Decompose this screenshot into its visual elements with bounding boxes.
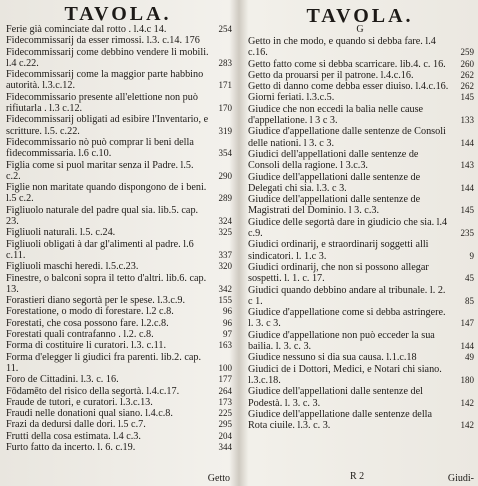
entry-text: Giudice delle segortà dare in giudicio che sia. l.4 c.9. bbox=[248, 216, 448, 240]
index-entry bbox=[6, 431, 232, 442]
entry-page-number: 144 bbox=[460, 137, 474, 148]
entry-page-number: 144 bbox=[460, 341, 474, 352]
entry-page-number: 225 bbox=[218, 408, 232, 419]
entry-text: Fidecommissarij da esser rimossi. l.3. c.14. 176 bbox=[6, 35, 200, 47]
index-entry bbox=[248, 70, 474, 81]
index-entry bbox=[248, 307, 474, 330]
index-entry bbox=[248, 409, 474, 432]
index-entry bbox=[248, 81, 474, 92]
entry-text: Furto fatto da incerto. l. 6. c.19. bbox=[6, 441, 136, 453]
index-entry bbox=[6, 318, 232, 329]
entry-page-number: 259 bbox=[460, 47, 474, 58]
entry-text: Fraudi nelle donationi qual siano. l.4.c.8. bbox=[6, 408, 173, 420]
entry-page-number: 142 bbox=[460, 397, 474, 408]
entry-text: Ferie già cominciate dal rotto . l.4.c 14. bbox=[6, 24, 167, 35]
entry-text: Giudici ordinarij, e straordinarij soggetti alli sindicatori. l. 1.c 3. bbox=[248, 239, 429, 262]
entry-text: Figlie non maritate quando dispongono de i beni. l.5 c.2. bbox=[6, 182, 207, 205]
entry-page-number: 143 bbox=[460, 160, 474, 171]
entry-page-number: 173 bbox=[218, 396, 232, 407]
entry-page-number: 264 bbox=[218, 385, 232, 396]
index-entry bbox=[6, 239, 232, 262]
index-entry bbox=[6, 35, 232, 46]
entry-text: Giudici de i Dottori, Medici, e Notari chi siano. l.3.c.18. bbox=[248, 363, 442, 386]
index-entry bbox=[6, 227, 232, 238]
index-entry bbox=[248, 194, 474, 217]
index-entry bbox=[6, 24, 232, 35]
index-entry bbox=[6, 397, 232, 408]
index-entry bbox=[6, 386, 232, 397]
entry-text: Forma di costituire li curatori. l.3. c.11. bbox=[6, 340, 167, 352]
entry-text: Giudice dell'appellationi dalle sentenze del Podestà. l. 3. c. 3. bbox=[248, 386, 423, 409]
entry-page-number: 49 bbox=[465, 352, 474, 363]
entry-text: Fidecommissarij come la maggior parte habbino autorità. l.3.c.12. bbox=[6, 69, 204, 92]
entry-text: Foro de Cittadini. l.3. c. 16. bbox=[6, 374, 119, 386]
entry-text: Getto di danno come debba esser diuiso. l.4.c.16. bbox=[248, 81, 449, 93]
entry-page-number: 204 bbox=[218, 430, 232, 441]
entry-text: Giudice d'appellatione come si debba astringere. l. 3. c 3. bbox=[248, 307, 446, 330]
index-entry bbox=[6, 273, 232, 296]
entry-text: Frutti della cosa estimata. l.4 c.3. bbox=[6, 430, 141, 442]
entry-page-number: 319 bbox=[218, 125, 232, 136]
entry-page-number: 171 bbox=[218, 80, 232, 91]
entry-text: Getto in che modo, e quando si debba fare. l.4 c.16. bbox=[248, 36, 436, 59]
index-entry bbox=[248, 285, 474, 308]
entry-text: Fidecommissarij obligati ad esibire l'Inventario, e scritture. l.5. c.22. bbox=[6, 114, 209, 137]
entry-page-number: 262 bbox=[460, 69, 474, 80]
entry-page-number: 289 bbox=[218, 193, 232, 204]
catchword: Giudi- bbox=[447, 473, 474, 484]
entry-text: Fōdamēto del risico della segortà. l.4.c.17. bbox=[6, 385, 180, 397]
entry-page-number: 235 bbox=[460, 228, 474, 239]
index-entry bbox=[6, 419, 232, 430]
entry-page-number: 9 bbox=[469, 250, 474, 261]
entry-page-number: 180 bbox=[460, 374, 474, 385]
index-entry bbox=[6, 205, 232, 228]
entry-text: Giudici dell'appellationi dalle sentenze de Consoli della ragione. l 3.c.3. bbox=[248, 148, 419, 172]
section-letter: G bbox=[356, 24, 364, 35]
index-entry bbox=[6, 408, 232, 419]
index-entry bbox=[6, 137, 232, 160]
entry-text: Giudice dell'appellatione dalle sentenze della Rota ciuile. l.3. c. 3. bbox=[248, 408, 432, 432]
entry-text: Fidecommissario nò può comprar li beni della fidecommissaria. l.6 c.10. bbox=[6, 136, 194, 160]
entry-text: Giudici ordinarij, che non si possono allegar sospetti. l. 1. c. 17. bbox=[248, 261, 429, 285]
index-entry bbox=[6, 295, 232, 306]
index-entry bbox=[6, 261, 232, 272]
entry-text: Finestre, o balconi sopra il tetto d'altri. lib.6. cap. 13. bbox=[6, 272, 207, 295]
index-entries bbox=[242, 36, 478, 431]
entry-page-number: 290 bbox=[218, 170, 232, 181]
index-entries bbox=[0, 24, 236, 453]
index-entry bbox=[6, 114, 232, 137]
entry-page-number: 145 bbox=[460, 92, 474, 103]
entry-text: Figliuoli maschi heredi. l.5.c.23. bbox=[6, 261, 139, 273]
index-entry bbox=[248, 239, 474, 262]
index-entry bbox=[6, 329, 232, 340]
index-entry bbox=[248, 352, 474, 363]
entry-page-number: 320 bbox=[218, 261, 232, 272]
entry-text: Giudici quando debbino andare al tribunale. l. 2. c 1. bbox=[248, 284, 446, 307]
entry-page-number: 324 bbox=[218, 216, 232, 227]
entry-text: Frazi da dedursi dalle dori. l.5 c.7. bbox=[6, 419, 146, 431]
entry-text: Giudice d'appellatione dalle sentenze de Consoli delle nationi. l 3. c 3. bbox=[248, 126, 446, 149]
entry-page-number: 337 bbox=[218, 249, 232, 260]
index-entry bbox=[248, 330, 474, 353]
entry-text: Forma d'elegger li giudici fra parenti. lib.2. cap. 11. bbox=[6, 351, 202, 374]
index-entry bbox=[248, 36, 474, 59]
entry-page-number: 260 bbox=[460, 58, 474, 69]
entry-text: Forastieri diano segortà per le spese. l.3.c.9. bbox=[6, 295, 186, 307]
entry-text: Fidecommissario presente all'elettione non può rifiutarla . l.3 c.12. bbox=[6, 91, 198, 115]
entry-page-number: 177 bbox=[218, 374, 232, 385]
entry-text: Forestatione, o modo di forestare. l.2 c.8. bbox=[6, 306, 174, 318]
entry-text: Giorni feriati. l.3.c.5. bbox=[248, 92, 335, 104]
entry-page-number: 155 bbox=[218, 295, 232, 306]
index-entry bbox=[248, 59, 474, 70]
entry-text: Figliuolo naturale del padre qual sia. lib.5. cap. 23. bbox=[6, 204, 199, 228]
index-entry bbox=[6, 340, 232, 351]
entry-text: Figliuoli obligati à dar gl'alimenti al padre. l.6 c.11. bbox=[6, 238, 194, 261]
entry-text: Giudice d'appellatione non può ecceder la sua bailia. l. 3. c. 3. bbox=[248, 329, 435, 353]
entry-text: Forestati quali contrafanno . l.2. c.8. bbox=[6, 329, 154, 341]
entry-text: Giudice dell'appellationi dalle sentenze de Magistrati del Dominio. l 3. c.3. bbox=[248, 194, 421, 217]
entry-text: Fraude de tutori, e curatori. l.3.c.13. bbox=[6, 396, 153, 408]
index-entry bbox=[248, 126, 474, 149]
entry-page-number: 262 bbox=[460, 81, 474, 92]
entry-page-number: 344 bbox=[218, 441, 232, 452]
entry-text: Figlia come si puol maritar senza il Padre. l.5. c.2. bbox=[6, 159, 194, 182]
index-entry bbox=[6, 47, 232, 70]
entry-page-number: 325 bbox=[218, 227, 232, 238]
page-title: TAVOLA. bbox=[306, 5, 414, 27]
page-title: TAVOLA. bbox=[64, 3, 172, 25]
entry-page-number: 163 bbox=[218, 340, 232, 351]
signature-mark: R 2 bbox=[350, 471, 365, 482]
entry-text: Getto fatto come si debba scarricare. lib.4. c. 16. bbox=[248, 58, 446, 70]
entry-page-number: 96 bbox=[223, 317, 232, 328]
entry-page-number: 170 bbox=[218, 103, 232, 114]
entry-text: Giudice dell'appellationi dalle sentenze de Delegati chi sia. l.3. c 3. bbox=[248, 171, 421, 194]
entry-text: Forestati, che cosa possono fare. l.2.c.8. bbox=[6, 317, 169, 329]
index-entry bbox=[248, 262, 474, 285]
index-entry bbox=[248, 92, 474, 103]
entry-page-number: 295 bbox=[218, 419, 232, 430]
entry-page-number: 144 bbox=[460, 182, 474, 193]
index-entry bbox=[6, 352, 232, 375]
entry-text: Giudice che non eccedi la balìa nelle cause d'appellatione. l 3 c 3. bbox=[248, 103, 424, 127]
index-entry bbox=[6, 182, 232, 205]
entry-text: Figliuoli naturali. l.5. c.24. bbox=[6, 227, 116, 239]
entry-page-number: 283 bbox=[218, 57, 232, 68]
index-entry bbox=[248, 386, 474, 409]
index-entry bbox=[248, 217, 474, 240]
index-entry bbox=[6, 374, 232, 385]
entry-page-number: 96 bbox=[223, 306, 232, 317]
entry-page-number: 85 bbox=[465, 295, 474, 306]
entry-text: Giudice nessuno si dia sua causa. l.1.c.18 bbox=[248, 352, 417, 364]
entry-page-number: 142 bbox=[460, 420, 474, 431]
entry-page-number: 97 bbox=[223, 329, 232, 340]
entry-page-number: 342 bbox=[218, 283, 232, 294]
entry-page-number: 254 bbox=[218, 24, 232, 34]
index-entry bbox=[6, 160, 232, 183]
index-entry bbox=[248, 104, 474, 127]
entry-text: Fidecommissarij come debbino vendere li mobili. l.4 c.22. bbox=[6, 46, 209, 69]
entry-page-number: 133 bbox=[460, 115, 474, 126]
entry-page-number: 45 bbox=[465, 273, 474, 284]
entry-page-number: 100 bbox=[218, 362, 232, 373]
index-entry bbox=[6, 306, 232, 317]
right-page bbox=[242, 0, 478, 486]
entry-page-number: 354 bbox=[218, 148, 232, 159]
index-entry bbox=[248, 149, 474, 172]
left-page bbox=[0, 0, 236, 486]
index-entry bbox=[248, 172, 474, 195]
catchword: Getto bbox=[207, 473, 230, 484]
index-entry bbox=[6, 442, 232, 453]
entry-text: Getto da prouarsi per il patrone. l.4.c.16. bbox=[248, 69, 414, 81]
index-entry bbox=[6, 69, 232, 92]
index-entry bbox=[6, 92, 232, 115]
entry-page-number: 147 bbox=[460, 318, 474, 329]
index-entry bbox=[248, 364, 474, 387]
entry-page-number: 145 bbox=[460, 205, 474, 216]
